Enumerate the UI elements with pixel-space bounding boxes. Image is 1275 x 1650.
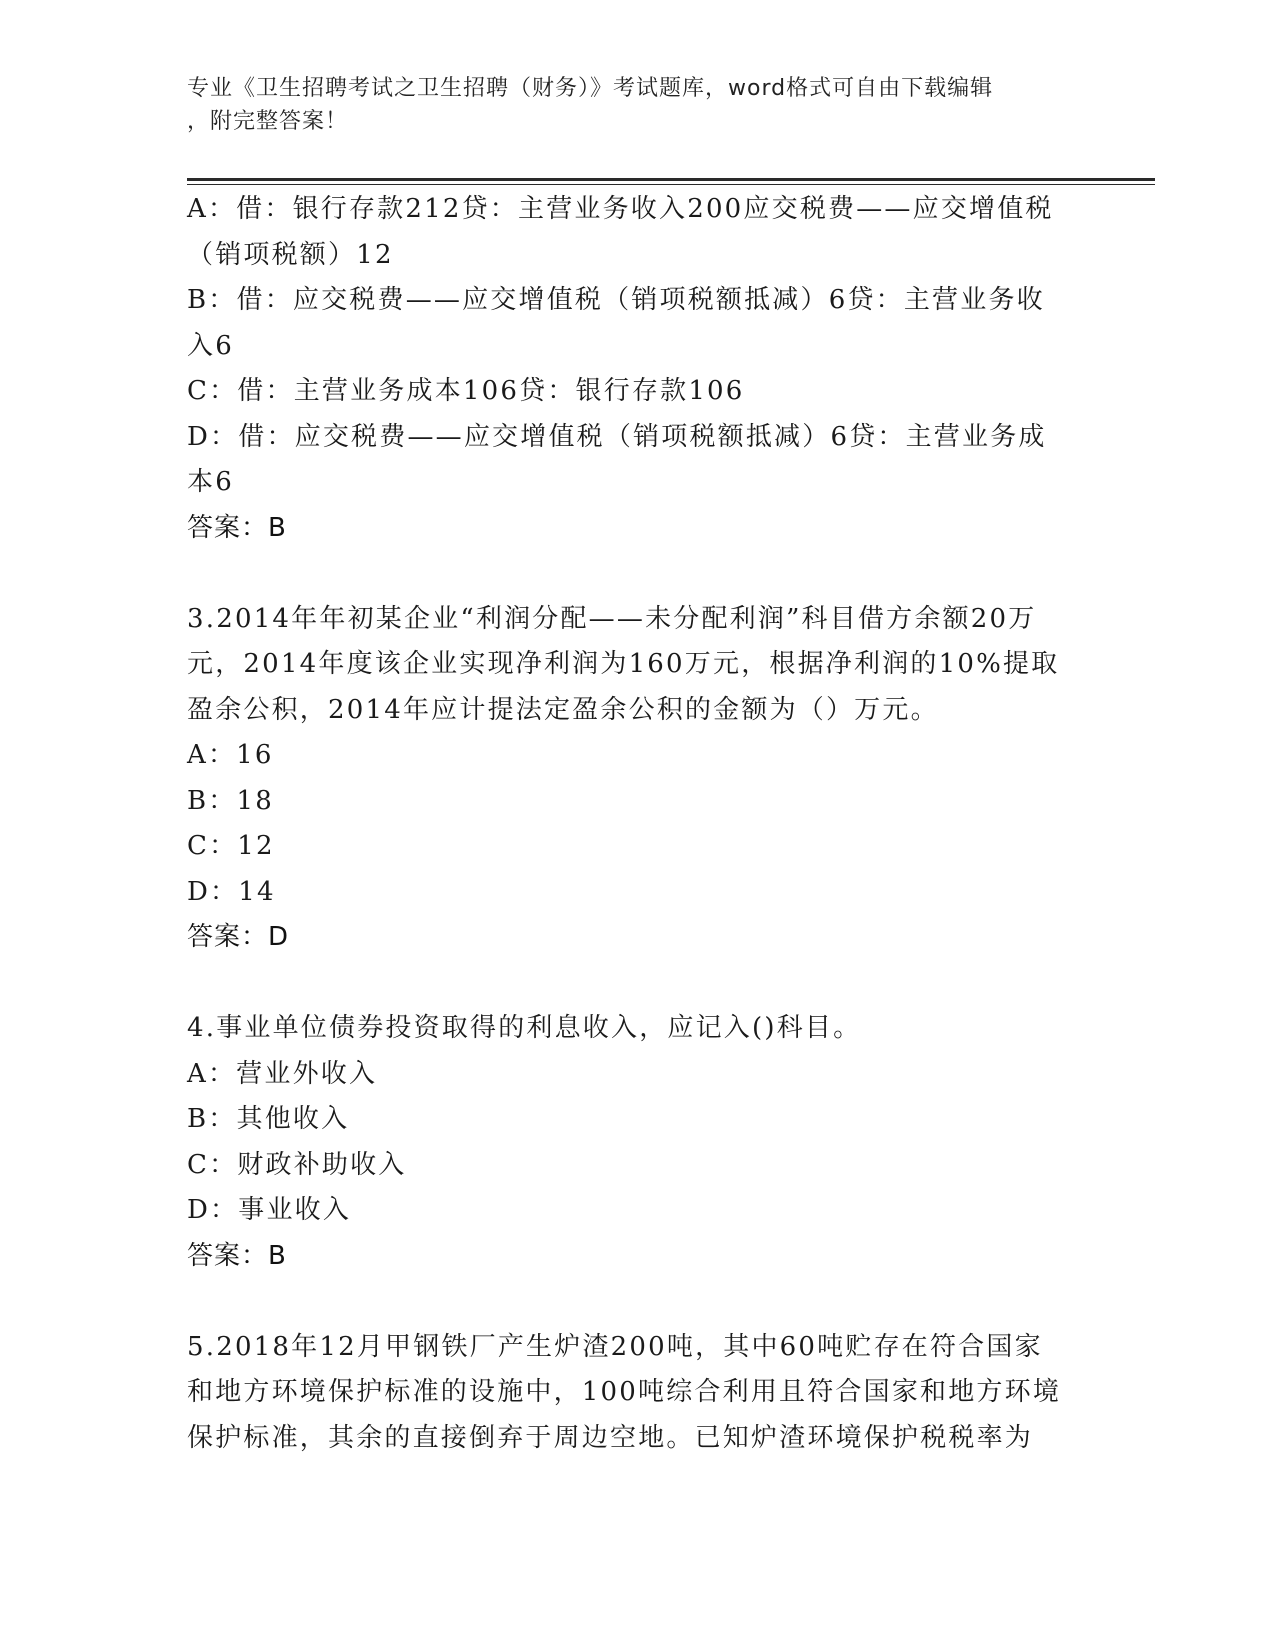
option-line: B：借：应交税费——应交增值税（销项税额抵减）6贷：主营业务收	[187, 285, 1045, 315]
header-line-1: 专业《卫生招聘考试之卫生招聘（财务）》考试题库，word格式可自由下载编辑	[187, 76, 994, 101]
option-a: A：营业外收入	[187, 1058, 378, 1089]
question-5	[187, 1325, 1087, 1462]
question-2	[187, 187, 1087, 551]
option-d	[187, 415, 1087, 506]
document-header	[187, 72, 1067, 138]
question-stem-line: 盈余公积，2014年应计提法定盈余公积的金额为（）万元。	[187, 694, 939, 725]
question-stem-line: 保护标准，其余的直接倒弃于周边空地。已知炉渣环境保护税税率为	[187, 1422, 1034, 1453]
question-stem-line: 和地方环境保护标准的设施中，100吨综合利用且符合国家和地方环境	[187, 1377, 1062, 1407]
spacer	[187, 1279, 1087, 1325]
header-divider-thin	[187, 184, 1155, 185]
option-b: B：其他收入	[187, 1104, 350, 1134]
option-c: C：12	[187, 831, 275, 861]
option-a	[187, 187, 1087, 278]
header-divider-thick	[187, 178, 1155, 181]
option-b	[187, 278, 1087, 369]
spacer	[187, 961, 1087, 1007]
question-stem-line: 5.2018年12月甲钢铁厂产生炉渣200吨，其中60吨贮存在符合国家	[187, 1331, 1043, 1362]
answer-label: 答案：B	[187, 512, 287, 543]
option-c	[187, 369, 1087, 415]
option-line: A：借：银行存款212贷：主营业务收入200应交税费——应交增值税	[187, 194, 1054, 224]
option-b: B：18	[187, 785, 274, 816]
question-stem-line: 3.2014年年初某企业“利润分配——未分配利润”科目借方余额20万	[187, 603, 1037, 634]
option-d: D：事业收入	[187, 1195, 352, 1225]
answer-label: 答案：B	[187, 1240, 287, 1271]
question-stem-line: 4.事业单位债券投资取得的利息收入，应记入()科目。	[187, 1013, 862, 1043]
question-4	[187, 1006, 1087, 1279]
header-line-2: ，附完整答案！	[187, 109, 349, 134]
question-list	[187, 187, 1087, 1461]
option-d: D：14	[187, 876, 276, 907]
spacer	[187, 551, 1087, 597]
question-3	[187, 597, 1087, 961]
option-a: A：16	[187, 740, 274, 770]
option-line: 本6	[187, 467, 234, 497]
option-line: D：借：应交税费——应交增值税（销项税额抵减）6贷：主营业务成	[187, 421, 1047, 452]
option-c: C：财政补助收入	[187, 1149, 407, 1180]
answer-label: 答案：D	[187, 922, 290, 952]
option-line: （销项税额）12	[187, 239, 394, 270]
question-stem-line: 元，2014年度该企业实现净利润为160万元，根据净利润的10%提取	[187, 649, 1060, 679]
option-line: 入6	[187, 330, 234, 361]
option-line: C：借：主营业务成本106贷：银行存款106	[187, 376, 745, 406]
